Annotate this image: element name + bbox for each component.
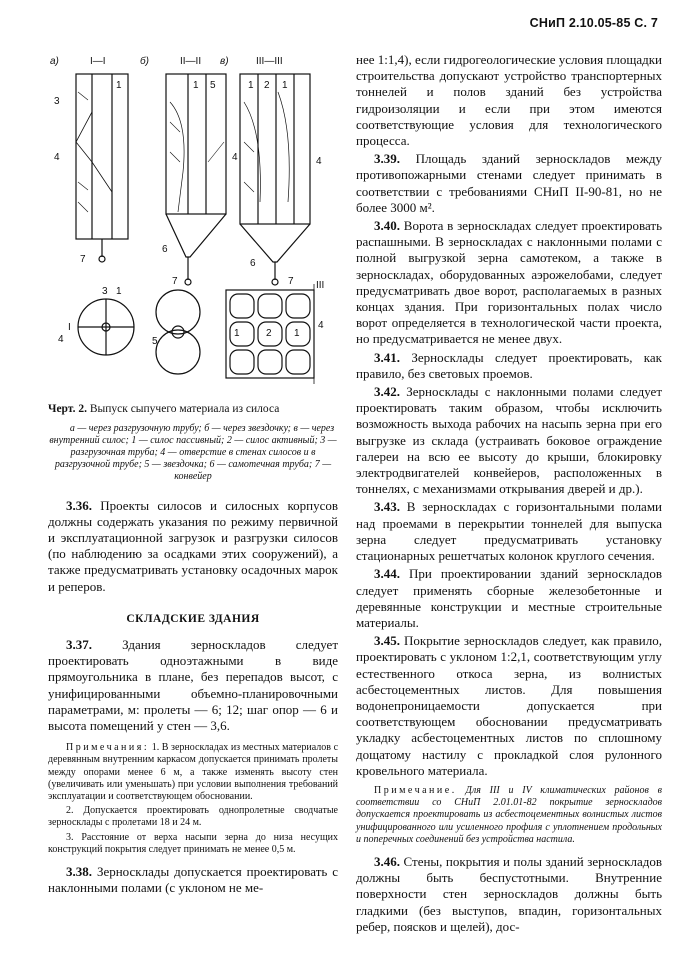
paragraph-3-43: 3.43. В зерноскладах с горизонтальными полами над проемами в перекрытии тоннелей для выпуска зерна следует предусматривать установку стационарных решетчатых колонок круглого сечения. [356, 499, 663, 564]
mark-4-plan: 4 [58, 334, 64, 345]
paragraph-number-3-38: 3.38. [66, 863, 92, 879]
paragraph-number-3-45: 3.45. [374, 633, 400, 649]
mark-6-c: 6 [250, 258, 256, 269]
panel-label-a: а) [50, 56, 59, 67]
paragraph-number-3-39: 3.39. [374, 151, 400, 167]
section-label-1: I—I [90, 56, 106, 67]
mark-7-b: 7 [172, 276, 178, 287]
silo-panel-a [76, 74, 128, 262]
silo-discharge-figure [48, 52, 338, 397]
figure-caption-text: Выпуск сыпучего материала из силоса [89, 403, 280, 415]
page-header: СНиП 2.10.05-85 С. 7 [529, 16, 658, 30]
paragraph-number-3-46: 3.46. [374, 853, 400, 869]
note-climate: Примечание. Для III и IV климатических районов в соответствии со СНиП 2.01.01-82 покрытие зерноскладов допускается проектировать из асбестоцементных волнистых листов унифицированного или усиленного профиля с уплотнением продольных и поперечных соединений без устройства настила. [356, 784, 662, 845]
mark-1-grid2: 1 [294, 328, 300, 339]
section-mark-I: I [68, 322, 71, 333]
paragraph-3-36: 3.36. Проекты силосов и силосных корпусов должны содержать указания по режиму первичной и эксплуатационной загрузок и разгрузки силосов (по наблюдению за осадками этих сооружений), а также предусматривать установку осадочных марок и реперов. [48, 497, 339, 594]
paragraph-3-40: 3.40. Ворота в зерноскладах следует проектировать распашными. В зерноскладах с наклонными полами с полной выгрузкой зерна самотеком, а также в зерноскладах, оборудованных аэрожелобами, следует предусматривать двое ворот, располагаемых в разных концах здания. При горизонтальных полах число ворот определяется в технологической части проекта, но предусматривается не менее двух. [356, 218, 662, 347]
paragraph-3-41: 3.41. Зерносклады следует проектировать, как правило, без световых проемов. [356, 349, 663, 381]
silo-panel-c [240, 74, 310, 285]
figure-caption-label: Черт. 2. [48, 403, 87, 415]
mark-2-c: 2 [264, 80, 270, 91]
paragraph-3-46: 3.46. Стены, покрытия и полы зданий зерноскладов должны быть беспустотными. Внутренние поверхности стен зерноскладов должны быть гладкими (без выступов, впадин, горизонтальных ребер, поясков и щелей), дос- [356, 853, 662, 934]
mark-1-plan: 1 [116, 286, 122, 297]
mark-4-b: 4 [232, 152, 238, 163]
section-label-2: II—II [180, 56, 202, 67]
right-column [356, 52, 662, 935]
mark-3-a: 3 [54, 96, 60, 107]
paragraph-number-3-43: 3.43. [374, 499, 400, 515]
mark-6-b: 6 [162, 244, 168, 255]
paragraph-number-3-40: 3.40. [374, 218, 400, 234]
mark-1-c: 1 [248, 80, 254, 91]
section-mark-III: III [316, 280, 325, 291]
paragraph-3-39: 3.39. Площадь зданий зерноскладов между противопожарными стенами следует принимать в соответствии с требованиями СНиП II-90-81, но не более 3000 м². [356, 151, 663, 215]
paragraph-3-37: 3.37. Здания зерноскладов следует проектировать одноэтажными в виде прямоугольника в плане, без перепадов высот, с унифицированными объемно-планировочными параметрами, м: пролеты — 6; 12; шаг опор — 6 и высота помещений у стен — 3,6. [48, 636, 339, 733]
mark-2-grid: 2 [266, 328, 272, 339]
paragraph-3-38-cont: нее 1:1,4), если гидрогеологические условия площадки строительства допускают устройство транспортерных тоннелей и полов зданий без устройства гидроизоляции и если при этом имеются соответствующие условия для технологического процесса. [356, 52, 662, 149]
paragraph-number-3-44: 3.44. [374, 566, 400, 582]
mark-7-a: 7 [80, 254, 86, 265]
mark-4-c: 4 [316, 156, 322, 167]
section-title: СКЛАДСКИЕ ЗДАНИЯ [126, 612, 260, 625]
paragraph-3-38: 3.38. Зерносклады допускается проектировать с наклонными полами (с уклоном не ме- [48, 863, 339, 896]
panel-label-c: в) [220, 56, 229, 67]
figure-caption [48, 403, 338, 417]
mark-3-plan: 3 [102, 286, 108, 297]
note-3: 3. Расстояние от верха насыпи зерна до низа несущих конструкций покрытия следует принимать не менее 0,5 м. [48, 831, 338, 855]
mark-1-c2: 1 [282, 80, 288, 91]
silo-panel-b [166, 74, 226, 285]
paragraph-number-3-37: 3.37. [66, 636, 92, 652]
paragraph-3-45: 3.45. Покрытие зерноскладов следует, как правило, проектировать с уклоном 1:2,1, соответствующим углу естественного откоса зерна, из волнистых асбестоцементных листов. Для повышения водонепроницаемости допускается при соответствующем обосновании предусматривать укладку асбестоцементных листов по сплошному дощатому настилу с прокладкой слоя рулонного кровельного материала. [356, 633, 662, 778]
mark-4-a: 4 [54, 152, 60, 163]
notes-label: Примечания: [66, 742, 150, 754]
left-column [48, 52, 338, 896]
note-label: Примечание. [374, 784, 457, 796]
mark-5-plan: 5 [152, 336, 158, 347]
mark-4-grid: 4 [318, 320, 324, 331]
mark-1-a: 1 [116, 80, 122, 91]
paragraph-3-44: 3.44. При проектировании зданий зерноскладов следует применять сборные железобетонные и деревянные конструкции и местные строительные материалы. [356, 566, 662, 630]
panel-label-b: б) [140, 56, 149, 67]
mark-5-b: 5 [210, 80, 216, 91]
mark-7-c: 7 [288, 276, 294, 287]
paragraph-3-42: 3.42. Зерносклады с наклонными полами следует проектировать таким образом, чтобы исключить возможность выхода рабочих на насыпь зерна при его выгрузке из склада (устраивать боковое ограждение галереи на всю ее высоту до крыши, блокировку электродвигателей конвейеров, расположенных в тоннелях, с механизмами открывания дверей и др.). [356, 384, 662, 497]
silo-plan-circles [78, 290, 200, 374]
paragraph-number-3-36: 3.36. [66, 497, 92, 513]
mark-1-grid: 1 [234, 328, 240, 339]
note-1: Примечания: 1. В зерноскладах из местных материалов с деревянным внутренним каркасом допускается принимать пролеты между опорами менее 6 м, а также изменять высоту стен (увеличивать или уменьшать) при условии выполнения требований эксплуатации и соответствующем обосновании. [48, 742, 339, 802]
mark-1-b: 1 [193, 80, 199, 91]
figure-legend: а — через разгрузочную трубу; б — через звездочку; в — через внутренний силос; 1 — силос пассивный; 2 — силос активный; 3 — разгрузочная труба; 4 — отверстие в стенах силосов и в разгрузочной трубе; 5 — звездочка; 6 — самотечная труба; 7 — конвейер [49, 422, 337, 483]
section-label-3: III—III [256, 56, 283, 67]
note-2: 2. Допускается проектировать однопролетные сводчатые зерносклады с пролетами 18 и 24 м. [48, 805, 338, 829]
paragraph-number-3-42: 3.42. [374, 384, 400, 400]
paragraph-number-3-41: 3.41. [374, 349, 400, 365]
